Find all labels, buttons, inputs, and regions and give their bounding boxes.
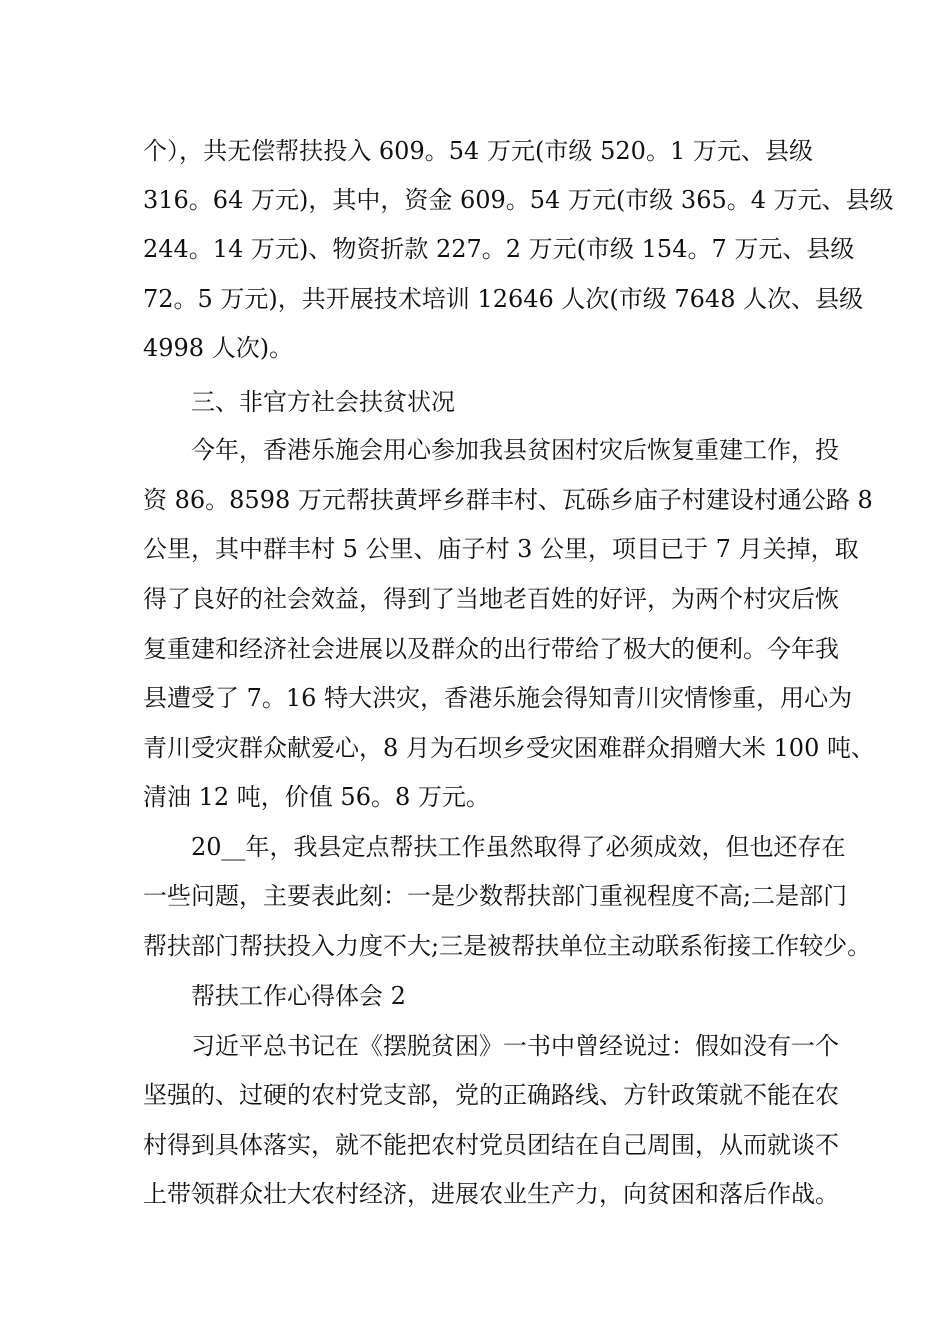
paragraph-line: 得了良好的社会效益，得到了当地老百姓的好评，为两个村灾后恢 (143, 585, 839, 613)
paragraph-line: 上带领群众壮大农村经济，进展农业生产力，向贫困和落后作战。 (143, 1180, 839, 1208)
paragraph-line: 资 86。8598 万元帮扶黄坪乡群丰村、瓦砾乡庙子村建设村通公路 8 (143, 486, 873, 514)
section-heading: 帮扶工作心得体会 2 (191, 982, 406, 1010)
paragraph-line: 72。5 万元)，共开展技术培训 12646 人次(市级 7648 人次、县级 (143, 285, 864, 313)
paragraph-line: 清油 12 吨，价值 56。8 万元。 (143, 783, 490, 811)
paragraph-line: 244。14 万元)、物资折款 227。2 万元(市级 154。7 万元、县级 (143, 235, 855, 263)
paragraph-line: 20__年，我县定点帮扶工作虽然取得了必须成效，但也还存在 (191, 833, 846, 861)
section-heading: 三、非官方社会扶贫状况 (191, 388, 455, 416)
paragraph-line: 4998 人次)。 (143, 334, 294, 362)
paragraph-line: 习近平总书记在《摆脱贫困》一书中曾经说过：假如没有一个 (191, 1032, 839, 1060)
paragraph-line: 复重建和经济社会进展以及群众的出行带给了极大的便利。今年我 (143, 635, 839, 663)
paragraph-line: 村得到具体落实，就不能把农村党员团结在自己周围，从而就谈不 (143, 1131, 839, 1159)
paragraph-line: 青川受灾群众献爱心，8 月为石坝乡受灾困难群众捐赠大米 100 吨、 (143, 734, 875, 762)
paragraph-line: 帮扶部门帮扶投入力度不大;三是被帮扶单位主动联系衔接工作较少。 (143, 932, 872, 960)
paragraph-line: 一些问题，主要表此刻：一是少数帮扶部门重视程度不高;二是部门 (143, 882, 848, 910)
paragraph-line: 个），共无偿帮扶投入 609。54 万元(市级 520。1 万元、县级 (143, 137, 813, 165)
paragraph-line: 316。64 万元)，其中，资金 609。54 万元(市级 365。4 万元、县级 (143, 186, 894, 214)
paragraph-line: 县遭受了 7。16 特大洪灾，香港乐施会得知青川灾情惨重，用心为 (143, 684, 853, 712)
paragraph-line: 坚强的、过硬的农村党支部，党的正确路线、方针政策就不能在农 (143, 1081, 839, 1109)
paragraph-line: 公里，其中群丰村 5 公里、庙子村 3 公里，项目已于 7 月关掉，取 (143, 535, 859, 563)
paragraph-line: 今年，香港乐施会用心参加我县贫困村灾后恢复重建工作，投 (191, 436, 839, 464)
